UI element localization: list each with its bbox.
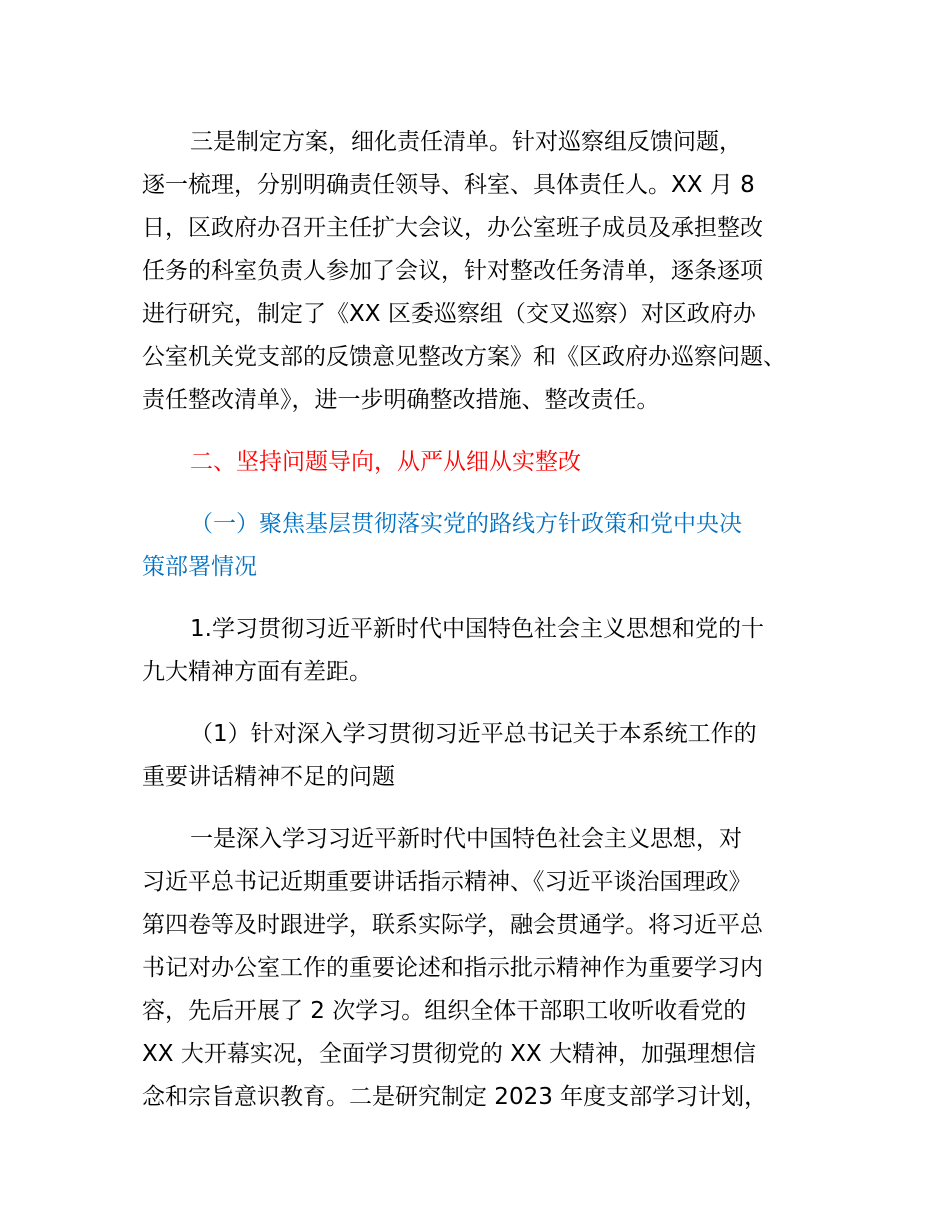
section-heading: 二、坚持问题导向，从严从细从实整改 (190, 449, 581, 475)
paragraph-line: 三是制定方案，细化责任清单。针对巡察组反馈问题， (190, 129, 742, 155)
paragraph-line: 任务的科室负责人参加了会议，针对整改任务清单，逐条逐项 (142, 258, 763, 284)
paragraph-line: 进行研究，制定了《XX 区委巡察组（交叉巡察）对区政府办 (142, 301, 756, 327)
paragraph-line: XX 大开幕实况，全面学习贯彻党的 XX 大精神，加强理想信 (142, 1041, 756, 1067)
paragraph-line: 逐一梳理，分别明确责任领导、科室、具体责任人。XX 月 8 (142, 172, 755, 198)
paragraph-line: 念和宗旨意识教育。二是研究制定 2023 年度支部学习计划， (142, 1084, 768, 1110)
sub-item-heading: 重要讲话精神不足的问题 (142, 764, 395, 790)
item-heading: 1.学习贯彻习近平新时代中国特色社会主义思想和党的十 (190, 616, 764, 642)
paragraph-line: 公室机关党支部的反馈意见整改方案》和《区政府办巡察问题、 (142, 344, 786, 370)
subsection-heading: （一）聚焦基层贯彻落实党的路线方针政策和党中央决 (190, 511, 742, 537)
item-heading: 九大精神方面有差距。 (142, 659, 372, 685)
paragraph-line: 书记对办公室工作的重要论述和指示批示精神作为重要学习内 (142, 955, 763, 981)
subsection-heading: 策部署情况 (142, 554, 257, 580)
paragraph-line: 习近平总书记近期重要讲话指示精神、《习近平谈治国理政》 (142, 869, 752, 895)
paragraph-line: 责任整改清单》，进一步明确整改措施、整改责任。 (142, 387, 660, 413)
paragraph-line: 日，区政府办召开主任扩大会议，办公室班子成员及承担整改 (142, 215, 763, 241)
paragraph-line: 一是深入学习习近平新时代中国特色社会主义思想，对 (190, 826, 742, 852)
paragraph-line: 第四卷等及时跟进学，联系实际学，融会贯通学。将习近平总 (142, 912, 763, 938)
paragraph-line: 容，先后开展了 2 次学习。组织全体干部职工收听收看党的 (142, 998, 747, 1024)
sub-item-heading: （1）针对深入学习贯彻习近平总书记关于本系统工作的 (190, 721, 757, 747)
